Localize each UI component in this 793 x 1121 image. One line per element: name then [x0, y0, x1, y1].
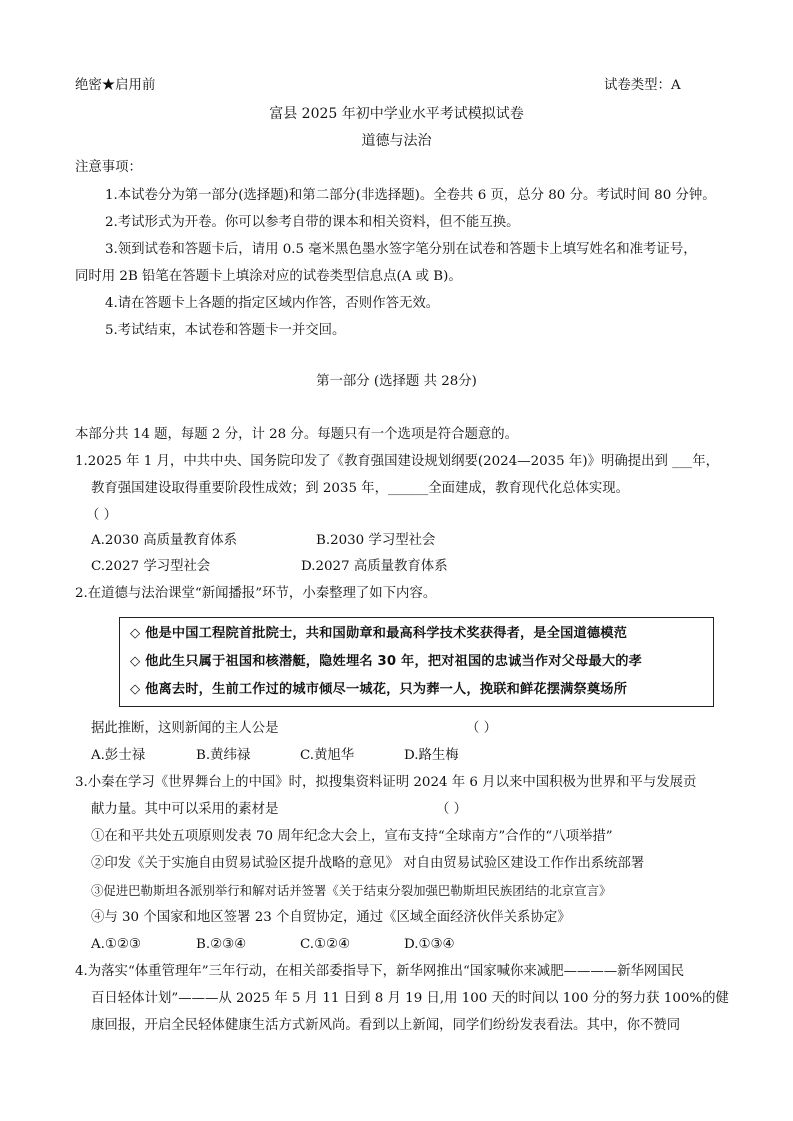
q3-item: ①在和平共处五项原则发表 70 周年纪念大会上，宣布支持“全球南方”合作的“八项举措” — [91, 829, 613, 844]
q3-option-c: C.①②④ — [300, 937, 351, 952]
q2-answer-bracket: （ ） — [466, 721, 498, 736]
q2-material-box — [119, 617, 714, 707]
q1-option-d: D.2027 高质量教育体系 — [301, 559, 448, 574]
paper-type: 试卷类型：A — [604, 78, 681, 93]
q2-stem: 2.在道德与法治课堂“新闻播报”环节，小秦整理了如下内容。 — [75, 586, 437, 601]
q2-option-a: A.彭士禄 — [91, 748, 146, 763]
q1-option-c: C.2027 学习型社会 — [91, 559, 211, 574]
q2-material-line: ◇ 他是中国工程院首批院士，共和国勋章和最高科学技术奖获得者，是全国道德模范 — [130, 626, 628, 641]
q1-option-b: B.2030 学习型社会 — [316, 533, 436, 548]
exam-title: 富县 2025 年初中学业水平考试模拟试卷 — [269, 106, 524, 122]
q3-option-d: D.①③④ — [404, 937, 455, 952]
note-item: 2.考试形式为开卷。你可以参考自带的课本和相关资料，但不能互换。 — [105, 215, 520, 230]
q4-stem-line: 百日轻体计划”———从 2025 年 5 月 11 日到 8 月 19 日,用 100 天的时间以 100 分的努力获 100%的健 — [91, 991, 729, 1006]
q4-stem-line: 康回报，开启全民轻体健康生活方式新风尚。看到以上新闻，同学们纷纷发表看法。其中，你不赞同 — [91, 1018, 681, 1033]
q2-question: 据此推断，这则新闻的主人公是 — [91, 721, 279, 736]
q3-item: ③促进巴勒斯坦各派别举行和解对话并签署《关于结束分裂加强巴勒斯坦民族团结的北京宣言》 — [91, 883, 612, 898]
note-item: 1.本试卷分为第一部分(选择题)和第二部分(非选择题)。全卷共 6 页，总分 80 分。考试时间 80 分钟。 — [105, 188, 716, 203]
q3-item: ②印发《关于实施自由贸易试验区提升战略的意见》 对自由贸易试验区建设工作作出系统部署 — [91, 856, 645, 871]
note-item: 5.考试结束，本试卷和答题卡一并交回。 — [105, 323, 346, 338]
q3-item: ④与 30 个国家和地区签署 23 个自贸协定，通过《区域全面经济伙伴关系协定》 — [91, 910, 571, 925]
q3-answer-bracket: （ ） — [436, 802, 468, 817]
q3-option-a: A.①②③ — [91, 937, 141, 952]
q2-option-b: B.黄纬禄 — [196, 748, 251, 763]
notes-heading: 注意事项： — [75, 160, 142, 175]
q2-material-line: ◇ 他此生只属于祖国和核潜艇，隐姓埋名 30 年，把对祖国的忠诚当作对父母最大的孝 — [130, 654, 643, 669]
q2-option-d: D.路生梅 — [404, 748, 459, 763]
q1-option-a: A.2030 高质量教育体系 — [91, 533, 237, 548]
q3-option-b: B.②③④ — [196, 937, 247, 952]
q4-stem-line: 4.为落实“体重管理年”三年行动，在相关部委指导下，新华网推出“国家喊你来减肥————新华网国民 — [75, 964, 685, 979]
note-item: 同时用 2B 铅笔在答题卡上填涂对应的试卷类型信息点(A 或 B)。 — [75, 269, 462, 284]
note-item: 4.请在答题卡上各题的指定区域内作答，否则作答无效。 — [105, 296, 440, 311]
q3-stem-line: 3.小秦在学习《世界舞台上的中国》时，拟搜集资料证明 2024 年 6 月以来中国积极为世界和平与发展贡 — [75, 775, 697, 790]
note-item: 3.领到试卷和答题卡后，请用 0.5 毫米黑色墨水签字笔分别在试卷和答题卡上填写姓名和准考证号， — [105, 242, 697, 257]
q1-answer-bracket: （ ） — [86, 508, 118, 523]
q1-stem-line: 1.2025 年 1 月，中共中央、国务院印发了《教育强国建设规划纲要(2024—2035 年)》明确提出到 ___年， — [75, 454, 720, 469]
part1-instructions: 本部分共 14 题，每题 2 分，计 28 分。每题只有一个选项是符合题意的。 — [75, 427, 519, 442]
q2-option-c: C.黄旭华 — [300, 748, 355, 763]
secret-label: 绝密★启用前 — [75, 78, 156, 93]
part1-heading: 第一部分 (选择题 共 28分) — [316, 374, 477, 389]
q3-stem-line: 献力量。其中可以采用的素材是 — [91, 802, 279, 817]
q1-stem-line: 教育强国建设取得重要阶段性成效；到 2035 年，______全面建成，教育现代化总体实现。 — [91, 481, 630, 496]
subject-title: 道德与法治 — [361, 133, 432, 149]
q2-material-line: ◇ 他离去时，生前工作过的城市倾尽一城花，只为葬一人，挽联和鲜花摆满祭奠场所 — [130, 682, 628, 697]
